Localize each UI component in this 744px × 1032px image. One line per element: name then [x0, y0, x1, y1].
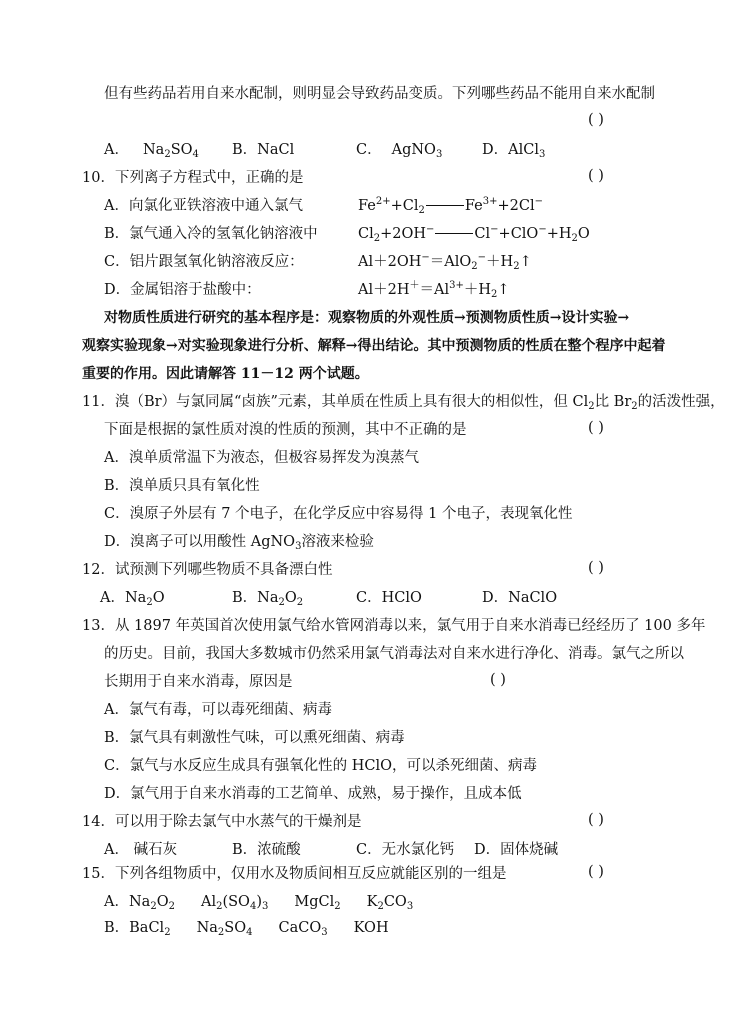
- q9-option-c: C． AgNO$_3$: [356, 142, 443, 160]
- q15-option-a: A．$Na_2O_2$ $Al_2(SO_4)_3$ MgCl$_2$ $K_2CO_3$: [104, 894, 414, 912]
- q11-stem: 11．溴（Br）与氯同属“卤族”元素，其单质在性质上具有很大的相似性，但 $Cl_2$比 $Br_2$的活泼性强，: [82, 394, 725, 412]
- q15-stem: 15．下列各组物质中，仅用水及物质间相互反应就能区别的一组是: [82, 866, 507, 882]
- q12-option-d: D．NaClO: [482, 590, 558, 606]
- intro-line: 但有些药品若用自来水配制，则明显会导致药品变质。下列哪些药品不能用自来水配制: [104, 86, 655, 102]
- q14-option-c: C．无水氯化钙: [356, 842, 455, 858]
- q14-option-a: A． 碱石灰: [104, 842, 178, 858]
- q12-option-a: A．$Na_2O$: [100, 590, 165, 608]
- q11-option-d: D．溴离子可以用酸性 AgNO$_3$溶液来检验: [104, 534, 374, 552]
- q10-equation-c: $Al+2OH^-=AlO_2^-+H_2↑$: [358, 252, 532, 272]
- passage-line-1: 对物质性质进行研究的基本程序是：观察物质的外观性质→预测物质性质→设计实验→: [104, 310, 630, 326]
- q10-equation-a: $Fe^{2+}+Cl_2$ $Fe^{3+}+2Cl^-$: [358, 196, 543, 216]
- q13-stem-2: 的历史。目前，我国大多数城市仍然采用氯气消毒法对自来水进行净化、消毒。氯气之所以: [104, 646, 684, 662]
- q11-option-a: A．溴单质常温下为液态，但极容易挥发为溴蒸气: [104, 450, 419, 466]
- answer-paren-q11[interactable]: ( ): [588, 420, 604, 436]
- q12-option-c: C．HClO: [356, 590, 422, 606]
- q14-stem: 14．可以用于除去氯气中水蒸气的干燥剂是: [82, 814, 362, 830]
- q10-equation-b: $Cl_2+2OH^-$ $Cl^-+ClO^-+H_2O$: [358, 224, 590, 244]
- q15-option-b: B．BaCl$_2$ $Na_2SO_4$ CaCO$_3$ KOH: [104, 920, 389, 938]
- q14-option-d: D．固体烧碱: [474, 842, 559, 858]
- q9-option-b: B．NaCl: [232, 142, 295, 158]
- answer-paren-q10[interactable]: ( ): [588, 168, 604, 184]
- answer-paren-q13[interactable]: ( ): [490, 672, 506, 688]
- q11-option-b: B．溴单质只具有氧化性: [104, 478, 260, 494]
- q9-option-d: D．AlCl$_3$: [482, 142, 546, 160]
- passage-line-2: 观察实验现象→对实验现象进行分析、解释→得出结论。其中预测物质的性质在整个程序中起着: [82, 338, 666, 354]
- q13-option-b: B．氯气具有刺激性气味，可以熏死细菌、病毒: [104, 730, 405, 746]
- q11-option-c: C．溴原子外层有 7 个电子，在化学反应中容易得 1 个电子，表现氧化性: [104, 506, 573, 522]
- answer-paren-q15[interactable]: ( ): [588, 864, 604, 880]
- q12-stem: 12．试预测下列哪些物质不具备漂白性: [82, 562, 333, 578]
- q10-option-d: D．金属铝溶于盐酸中：: [104, 282, 261, 298]
- q12-option-b: B．$Na_2O_2$: [232, 590, 304, 608]
- q10-equation-d: $Al+2H^+=Al^{3+}+H_2↑$: [358, 280, 510, 300]
- answer-paren-q14[interactable]: ( ): [588, 812, 604, 828]
- q13-option-c: C．氯气与水反应生成具有强氧化性的 HClO，可以杀死细菌、病毒: [104, 758, 537, 774]
- q13-option-d: D．氯气用于自来水消毒的工艺简单、成熟，易于操作，且成本低: [104, 786, 522, 802]
- q10-option-b: B．氯气通入冷的氢氧化钠溶液中: [104, 226, 318, 242]
- q10-stem: 10．下列离子方程式中，正确的是: [82, 170, 304, 186]
- q10-option-a: A．向氯化亚铁溶液中通入氯气: [104, 198, 303, 214]
- answer-paren-q12[interactable]: ( ): [588, 560, 604, 576]
- passage-line-3: 重要的作用。因此请解答 11－12 两个试题。: [82, 366, 369, 382]
- q11-stem-2: 下面是根据的氯性质对溴的性质的预测，其中不正确的是: [104, 422, 467, 438]
- q9-option-a: A． $Na_2SO_4$: [104, 142, 199, 160]
- q13-stem-1: 13．从 1897 年英国首次使用氯气给水管网消毒以来，氯气用于自来水消毒已经经历了 100 多年: [82, 618, 706, 634]
- q13-option-a: A．氯气有毒，可以毒死细菌、病毒: [104, 702, 332, 718]
- q14-option-b: B．浓硫酸: [232, 842, 301, 858]
- q10-option-c: C．铝片跟氢氧化钠溶液反应：: [104, 254, 304, 270]
- answer-paren-q9[interactable]: ( ): [588, 112, 604, 128]
- q13-stem-3: 长期用于自来水消毒，原因是: [104, 674, 293, 690]
